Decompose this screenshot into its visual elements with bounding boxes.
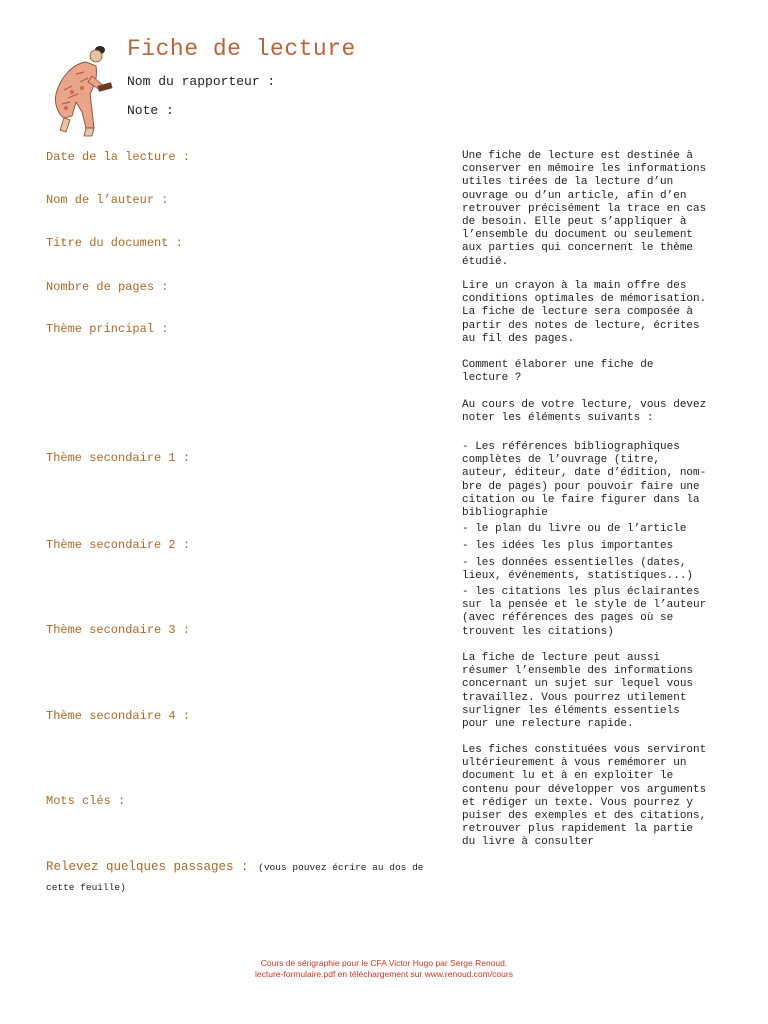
text-line: retrouver plus rapidement la partie [462, 823, 694, 836]
field-main-theme: Thème principal : [46, 322, 169, 336]
text-line: - les idées les plus importantes [462, 540, 674, 552]
text-line: Comment élaborer une fiche de [462, 359, 654, 371]
list-item-bibliography [462, 441, 734, 520]
text-line: auteur, éditeur, date d’édition, nom- [462, 467, 707, 480]
text-line: noter les éléments suivants : [462, 412, 654, 425]
text-line: document lu et à en exploiter le [462, 770, 674, 783]
text-line: bibliographie [462, 507, 548, 520]
text-line: résumer l’ensemble des informations [462, 665, 694, 678]
text-line: puiser des exemples et des citations, [462, 810, 707, 823]
text-line: étudié. [462, 255, 509, 268]
text-line: citation ou le faire figurer dans la [462, 493, 700, 506]
list-item-ideas [462, 540, 734, 553]
text-line: l’ensemble du document ou seulement [462, 229, 694, 242]
text-line: travaillez. Vous pourrez utilement [462, 691, 687, 704]
elements-intro-paragraph [462, 399, 734, 425]
text-line: lieux, événements, statistiques...) [462, 570, 694, 583]
summary-paragraph [462, 652, 734, 731]
text-line: La fiche de lecture peut aussi [462, 652, 661, 664]
text-line: (avec références des pages où se [462, 612, 674, 625]
usage-paragraph [462, 744, 734, 850]
text-line: sur la pensée et le style de l’auteur [462, 599, 707, 612]
passages-prompt [46, 857, 436, 897]
text-line: pour une relecture rapide. [462, 718, 634, 731]
text-line: et rédiger un texte. Vous pourrez y [462, 796, 694, 809]
text-line: de besoin. Elle peut s’appliquer à [462, 216, 687, 229]
text-line: ultérieurement à vous remémorer un [462, 757, 687, 770]
intro-paragraph [462, 150, 734, 269]
list-item-data [462, 557, 734, 583]
text-line: complètes de l’ouvrage (titre, [462, 454, 661, 467]
footer-download-link: lecture-formulaire.pdf en téléchargement sur www.renoud.com/cours [255, 969, 513, 979]
text-line: Lire un crayon à la main offre des [462, 280, 687, 292]
japanese-figure-illustration [42, 42, 114, 138]
field-page-count: Nombre de pages : [46, 280, 169, 294]
field-keywords: Mots clés : [46, 794, 126, 808]
list-item-plan [462, 523, 734, 536]
note-label: Note : [127, 103, 174, 118]
page-title: Fiche de lecture [127, 36, 356, 62]
text-line: ouvrage ou d’un article, afin d’en [462, 189, 687, 202]
text-line: au fil des pages. [462, 332, 575, 345]
text-line: Une fiche de lecture est destinée à [462, 150, 694, 162]
list-item-citations [462, 586, 734, 639]
field-reading-date: Date de la lecture : [46, 150, 191, 164]
passages-note: (vous pouvez écrire au dos de cette feuille) [46, 862, 424, 893]
field-author-name: Nom de l’auteur : [46, 193, 169, 207]
text-line: aux parties qui concernent le thème [462, 242, 694, 255]
text-line: Les fiches constituées vous serviront [462, 744, 707, 756]
text-line: La fiche de lecture sera composée à [462, 306, 694, 319]
text-line: - les citations les plus éclairantes [462, 586, 700, 598]
text-line: contenu pour développer vos arguments [462, 783, 707, 796]
text-line: conserver en mémoire les informations [462, 163, 707, 176]
footer-credit: Cours de sérigraphie pour le CFA Victor Hugo par Serge Renoud. [260, 958, 508, 968]
text-line: Au cours de votre lecture, vous devez [462, 399, 707, 411]
text-line: trouvent les citations) [462, 625, 614, 638]
page-footer [0, 958, 768, 980]
text-line: - Les références bibliographiques [462, 441, 680, 453]
reporter-name-label: Nom du rapporteur : [127, 74, 276, 89]
text-line: surligner les éléments essentiels [462, 704, 680, 717]
text-line: conditions optimales de mémorisation. [462, 293, 707, 306]
text-line: bre de pages) pour pouvoir faire une [462, 480, 700, 493]
field-secondary-theme-4: Thème secondaire 4 : [46, 709, 191, 723]
field-document-title: Titre du document : [46, 236, 183, 250]
text-line: partir des notes de lecture, écrites [462, 319, 700, 332]
text-line: lecture ? [462, 372, 522, 385]
field-secondary-theme-3: Thème secondaire 3 : [46, 623, 191, 637]
field-secondary-theme-1: Thème secondaire 1 : [46, 451, 191, 465]
field-secondary-theme-2: Thème secondaire 2 : [46, 538, 191, 552]
question-paragraph [462, 359, 734, 385]
pencil-paragraph [462, 280, 734, 346]
text-line: - les données essentielles (dates, [462, 557, 687, 569]
text-line: retrouver précisément la trace en cas [462, 202, 707, 215]
text-line: utiles tirées de la lecture d’un [462, 176, 674, 189]
text-line: du livre à consulter [462, 836, 595, 849]
text-line: - le plan du livre ou de l’article [462, 523, 687, 535]
text-line: concernant un sujet sur lequel vous [462, 678, 694, 691]
passages-label: Relevez quelques passages : [46, 860, 249, 874]
